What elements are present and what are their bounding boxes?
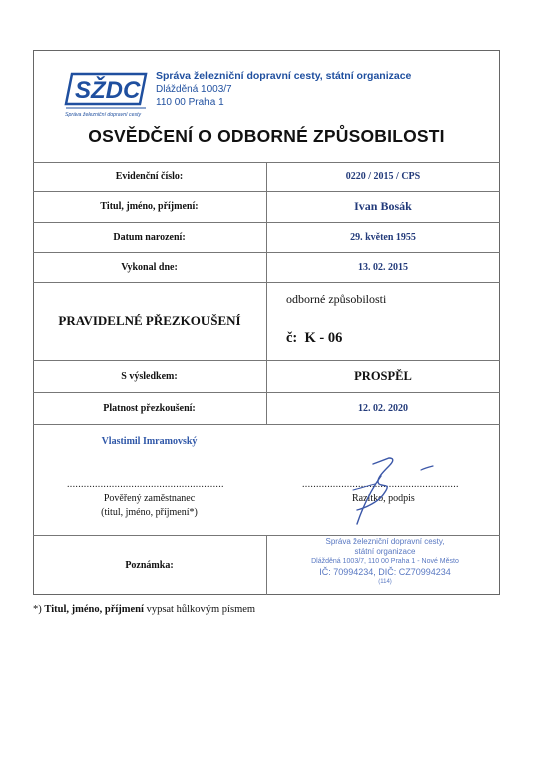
evidencni-label: Evidenční číslo: — [115, 171, 184, 182]
evidencni-value: 0220 / 2015 / CPS — [345, 171, 421, 182]
narozeni-value: 29. květen 1955 — [350, 231, 416, 243]
organization-street: Dlážděná 1003/7 — [156, 84, 232, 95]
stamp-signature-label: Razítko, podpis — [352, 493, 415, 504]
footnote — [33, 604, 255, 615]
vykonal-label: Vykonal dne: — [121, 261, 178, 273]
jmeno-value: Ivan Bosák — [354, 199, 412, 213]
vysledek-label: S výsledkem: — [121, 370, 178, 382]
row-divider — [33, 424, 500, 425]
organization-city: 110 00 Praha 1 — [156, 97, 224, 108]
note-label: Poznámka: — [125, 559, 174, 571]
szdc-logo — [62, 70, 148, 118]
role-line2: (titul, jméno, příjmení*) — [101, 507, 198, 518]
organization-block — [156, 70, 411, 109]
platnost-label: Platnost přezkoušení: — [103, 402, 196, 414]
handwritten-signature — [345, 450, 440, 530]
role-line1: Pověřený zaměstnanec — [103, 493, 196, 504]
organization-name: Správa železniční dopravní cesty, státní organizace — [156, 70, 412, 82]
signature-line-right: ........................................................ — [302, 479, 459, 490]
platnost-value: 12. 02. 2020 — [358, 402, 408, 414]
vysledek-value: PROSPĚL — [354, 368, 412, 383]
footnote-rest: vypsat hůlkovým písmem — [143, 604, 256, 615]
exam-type: PRAVIDELNÉ PŘEZKOUŠENÍ — [58, 313, 241, 328]
footnote-bold: Titul, jméno, příjmení — [44, 604, 144, 615]
vykonal-value: 13. 02. 2015 — [358, 261, 408, 273]
signature-line-left: ........................................................ — [67, 479, 224, 490]
stamp-line: Dlážděná 1003/7, 110 00 Praha 1 - Nové Město — [311, 558, 459, 565]
stamp-line: státní organizace — [354, 547, 416, 556]
stamp-line: Správa železniční dopravní cesty, — [325, 537, 445, 546]
narozeni-label: Datum narození: — [113, 231, 186, 243]
logo-subtitle: Správa železniční dopravní cesty — [65, 112, 142, 118]
stamp-line: (114) — [378, 579, 392, 585]
stamp-line: IČ: 70994234, DIČ: CZ70994234 — [319, 567, 451, 577]
footnote-prefix: *) — [33, 604, 45, 615]
jmeno-label: Titul, jméno, příjmení: — [100, 201, 199, 212]
svg-text:SŽDC: SŽDC — [75, 77, 141, 104]
official-stamp — [295, 537, 475, 587]
competence-label: odborné způsobilosti — [286, 292, 387, 306]
document-title: OSVĚDČENÍ O ODBORNÉ ZPŮSOBILOSTI — [88, 126, 445, 146]
examiner-name: Vlastimil Imramovský — [101, 436, 198, 447]
competence-number: č: K - 06 — [286, 330, 343, 346]
column-divider — [266, 535, 267, 595]
